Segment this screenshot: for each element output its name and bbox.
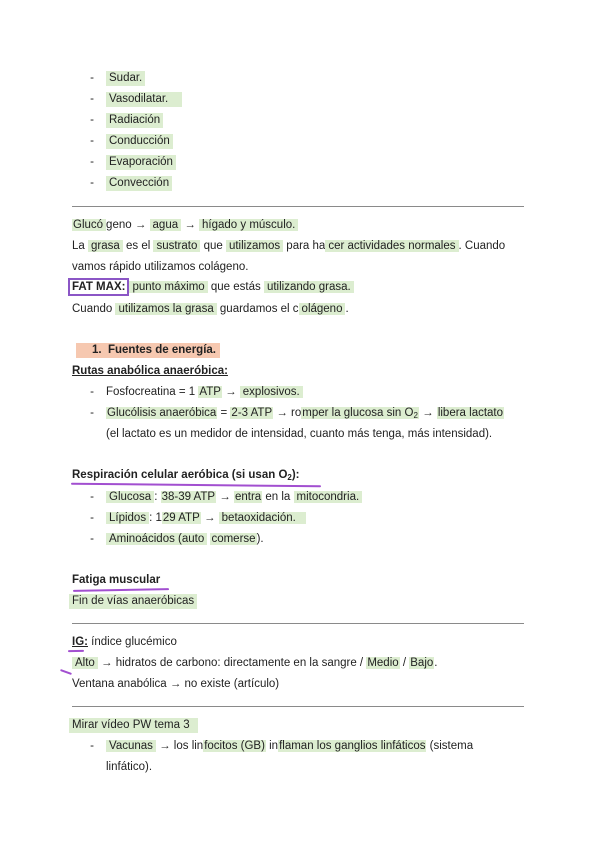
text: . bbox=[345, 303, 349, 315]
list-item-text: Radiación bbox=[106, 113, 163, 128]
bullet-dash: - bbox=[90, 93, 94, 105]
bullet-dash: - bbox=[90, 740, 94, 752]
highlight: Aminoácidos (auto bbox=[106, 533, 207, 545]
section-number: 1. bbox=[92, 344, 102, 356]
list-item-continuation: linfático). bbox=[106, 761, 153, 773]
divider bbox=[72, 706, 524, 707]
text: → ro bbox=[273, 407, 302, 419]
text: geno → bbox=[106, 219, 150, 231]
list-item-text bbox=[106, 532, 264, 547]
highlight: Glucó bbox=[72, 219, 106, 231]
divider bbox=[72, 206, 524, 207]
highlight: betaoxidación. bbox=[219, 512, 306, 524]
highlight: Glucosa bbox=[106, 491, 154, 503]
highlight: grasa bbox=[88, 240, 123, 252]
bullet-dash: - bbox=[90, 512, 94, 524]
video-line: Mirar vídeo PW tema 3 bbox=[69, 718, 198, 733]
text: Fosfocreatina = 1 bbox=[106, 386, 199, 398]
bullet-dash: - bbox=[90, 491, 94, 503]
list-item-text bbox=[106, 739, 473, 754]
bullet-dash: - bbox=[90, 135, 94, 147]
ink-underline bbox=[73, 588, 169, 592]
text: in bbox=[265, 740, 279, 752]
highlight: ATP bbox=[199, 386, 221, 398]
text: : 1 bbox=[149, 512, 162, 524]
ig-line bbox=[72, 635, 177, 650]
bullet-dash: - bbox=[90, 177, 94, 189]
grasa-line-2: vamos rápido utilizamos colágeno. bbox=[72, 261, 249, 273]
text: Respiración celular aeróbica (si usan O bbox=[72, 469, 288, 481]
list-item-text: Convección bbox=[106, 176, 172, 191]
highlight: mper la glucosa sin O bbox=[302, 407, 414, 419]
section-title: Fuentes de energía. bbox=[107, 344, 216, 356]
ink-underline bbox=[68, 650, 84, 652]
text: que bbox=[200, 240, 226, 252]
highlight: utilizando grasa. bbox=[264, 281, 354, 293]
fatiga-line: Fin de vías anaeróbicas bbox=[69, 594, 197, 609]
grasa-line bbox=[72, 239, 505, 254]
ig-alto-line bbox=[72, 656, 437, 671]
list-item-text: Conducción bbox=[106, 134, 173, 149]
fatiga-heading: Fatiga muscular bbox=[72, 574, 161, 586]
text: → hidratos de carbono: directamente en la sangre / bbox=[97, 657, 367, 669]
subscript: 2 bbox=[287, 473, 292, 482]
cuando-line bbox=[72, 302, 349, 317]
highlight: Bajo bbox=[410, 657, 434, 669]
highlight: libera lactato bbox=[437, 407, 504, 419]
highlight: Medio bbox=[367, 657, 399, 669]
subscript: 2 bbox=[413, 411, 418, 420]
bullet-dash: - bbox=[90, 386, 94, 398]
highlight: sustrato bbox=[153, 240, 200, 252]
list-item-text: Evaporación bbox=[106, 155, 176, 170]
bullet-dash: - bbox=[90, 156, 94, 168]
highlight: explosivos. bbox=[240, 386, 303, 398]
section-heading bbox=[76, 343, 220, 358]
text: ). bbox=[256, 533, 264, 545]
bullet-dash: - bbox=[90, 72, 94, 84]
text: para ha bbox=[283, 240, 326, 252]
highlight: Vacunas bbox=[106, 740, 156, 752]
highlight: comerse bbox=[211, 533, 256, 545]
ventana-line: Ventana anabólica → no existe (artículo) bbox=[72, 678, 280, 690]
highlight: agua bbox=[150, 219, 182, 231]
list-item-text: Sudar. bbox=[106, 71, 145, 86]
text: es el bbox=[122, 240, 154, 252]
text: → bbox=[200, 512, 219, 524]
text: ): bbox=[291, 469, 300, 481]
highlight: punto máximo bbox=[129, 281, 207, 293]
highlight: focitos (GB) bbox=[204, 740, 265, 752]
text: → bbox=[181, 219, 200, 231]
list-item-text bbox=[106, 511, 306, 526]
text: → bbox=[221, 386, 240, 398]
ink-mark bbox=[60, 669, 72, 675]
highlight: 29 ATP bbox=[162, 512, 200, 524]
highlight: flaman los ganglios linfáticos bbox=[279, 740, 426, 752]
list-item-continuation: (el lactato es un medidor de intensidad, cuanto más tenga, más intensidad). bbox=[106, 428, 493, 440]
respiracion-heading bbox=[72, 468, 300, 483]
ink-underline bbox=[71, 483, 321, 488]
highlight: entra bbox=[234, 491, 262, 503]
list-item-text: Vasodilatar. bbox=[106, 92, 182, 107]
divider bbox=[72, 623, 524, 624]
ig-label: IG: bbox=[72, 636, 88, 648]
fatmax-label: FAT MAX: bbox=[68, 278, 129, 296]
text: en la bbox=[262, 491, 294, 503]
glucogeno-line bbox=[72, 218, 298, 233]
highlight: 2-3 ATP bbox=[231, 407, 273, 419]
text: / bbox=[399, 657, 410, 669]
text: . Cuando bbox=[458, 240, 506, 252]
highlight: mitocondria. bbox=[294, 491, 363, 503]
rutas-heading: Rutas anabólica anaeróbica: bbox=[72, 365, 228, 377]
fatmax-line bbox=[72, 280, 354, 295]
highlight: Alto bbox=[72, 657, 98, 669]
highlight: 38-39 ATP bbox=[161, 491, 216, 503]
bullet-dash: - bbox=[90, 533, 94, 545]
text: índice glucémico bbox=[87, 636, 177, 648]
highlight: utilizamos bbox=[226, 240, 283, 252]
text: = bbox=[217, 407, 231, 419]
highlight: cer actividades normales bbox=[325, 240, 458, 252]
text: guardamos el c bbox=[216, 303, 299, 315]
text: → bbox=[418, 407, 437, 419]
text: . bbox=[434, 657, 438, 669]
highlight: olágeno bbox=[299, 303, 346, 315]
highlight: utilizamos la grasa bbox=[115, 303, 216, 315]
list-item-text bbox=[106, 490, 362, 505]
text: (sistema bbox=[426, 740, 474, 752]
text: Cuando bbox=[72, 303, 116, 315]
highlight: hígado y músculo. bbox=[199, 219, 298, 231]
text: La bbox=[72, 240, 88, 252]
text: que estás bbox=[207, 281, 264, 293]
bullet-dash: - bbox=[90, 407, 94, 419]
bullet-dash: - bbox=[90, 114, 94, 126]
highlight: Lípidos bbox=[106, 512, 149, 524]
highlight: Glucólisis anaeróbica bbox=[107, 407, 217, 419]
text: : bbox=[154, 491, 161, 503]
list-item-text bbox=[106, 406, 504, 421]
list-item-text bbox=[106, 385, 303, 400]
text: → bbox=[216, 491, 234, 503]
text: → los lin bbox=[155, 740, 204, 752]
